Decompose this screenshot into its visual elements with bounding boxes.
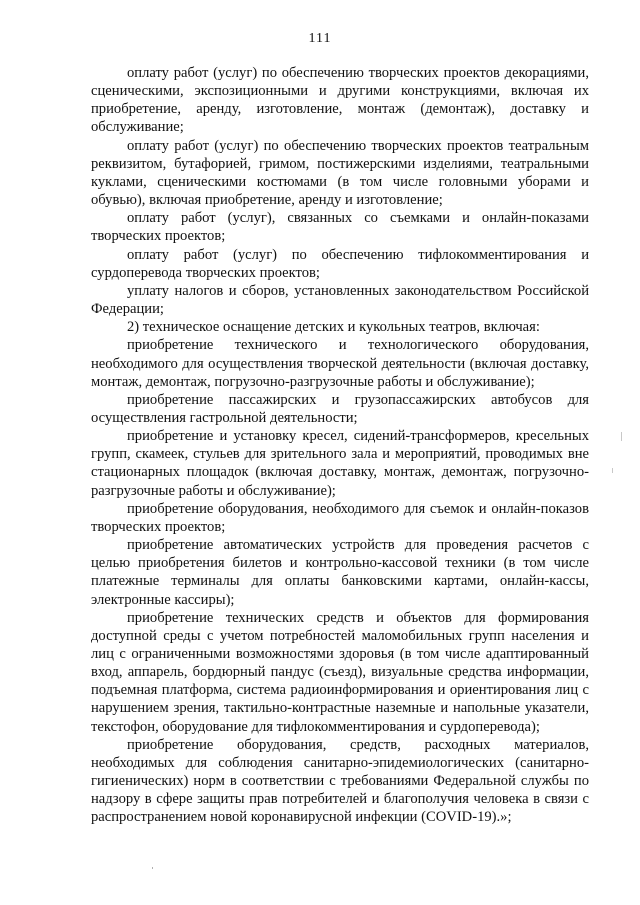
paragraph-accessibility-equipment: приобретение технических средств и объектов для формирования доступной среды с учетом потребностей маломобильных групп населения и лиц с ограниченными возможностями здоровья (в том числе адаптированный вход, аппарель, бордюрный пандус (съезд), визуальные средства информации, подъемная платформа, система радиоинформирования и ориентирования лиц с нарушением зрения, тактильно-контрастные наземные и напольные указатели, текстофон, оборудование для тифлокомментирования и сурдоперевода); — [91, 609, 589, 735]
paragraph-buses-purchase: приобретение пассажирских и грузопассажирских автобусов для осуществления гастрольной деятельности; — [91, 391, 589, 426]
paragraph-technical-equipment-heading: 2) техническое оснащение детских и кукольных театров, включая: — [127, 319, 540, 336]
paragraph-sanitary-equipment: приобретение оборудования, средств, расходных материалов, необходимых для соблюдения санитарно-эпидемиологических (санитарно-гигиенических) норм в соответствии с требованиями Федеральной службы по надзору в сфере защиты прав потребителей и благополучия человека в связи с распространением новой коронавирусной инфекции (COVID-19).»; — [91, 736, 589, 826]
page-number: 111 — [308, 31, 332, 46]
scan-artifact — [621, 432, 622, 441]
paragraph-filming-equipment: приобретение оборудования, необходимого для съемок и онлайн-показов творческих проектов; — [91, 500, 589, 535]
paragraph-filming-services: оплату работ (услуг), связанных со съемками и онлайн-показами творческих проектов; — [91, 210, 589, 245]
document-body — [91, 64, 589, 827]
paragraph-equipment-purchase: приобретение технического и технологического оборудования, необходимого для осуществления творческой деятельности (включая доставку, монтаж, демонтаж, погрузочно-разгрузочные работы и обслуживание); — [91, 337, 589, 390]
paragraph-props-services: оплату работ (услуг) по обеспечению творческих проектов театральным реквизитом, бутафорией, гримом, постижерскими изделиями, театральными куклами, сценическими костюмами (в том числе головными уборами и обувью), включая приобретение, аренду и изготовление; — [91, 137, 589, 209]
paragraph-audio-description-services: оплату работ (услуг) по обеспечению тифлокомментирования и сурдоперевода творческих проектов; — [91, 246, 589, 281]
scan-artifact — [612, 468, 613, 473]
scan-artifact — [152, 867, 153, 869]
paragraph-payment-devices: приобретение автоматических устройств для проведения расчетов с целью приобретения билетов и контрольно-кассовой техники (в том числе платежные терминалы для оплаты банковскими картами, онлайн-кассы, электронные кассиры); — [91, 537, 589, 608]
paragraph-seating-purchase: приобретение и установку кресел, сидений-трансформеров, кресельных групп, скамеек, стульев для зрительного зала и мероприятий, проводимых вне стационарных площадок (включая доставку, монтаж, демонтаж, погрузочно-разгрузочные работы и обслуживание); — [91, 428, 589, 499]
paragraph-taxes: уплату налогов и сборов, установленных законодательством Российской Федерации; — [91, 282, 589, 318]
paragraph-decorations-services: оплату работ (услуг) по обеспечению творческих проектов декорациями, сценическими, экспозиционными и другими конструкциями, включая их приобретение, аренду, изготовление, монтаж (демонтаж), доставку и обслуживание; — [91, 65, 589, 136]
